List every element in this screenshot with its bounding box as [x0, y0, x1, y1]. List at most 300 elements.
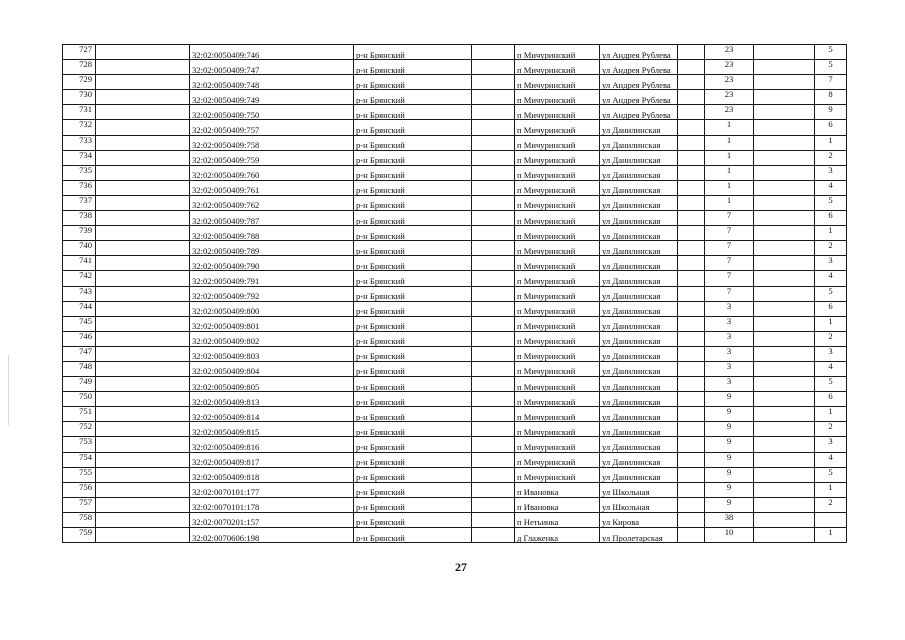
cell-empty	[472, 271, 515, 286]
cell-row-number: 735	[63, 165, 96, 180]
cell-empty	[472, 316, 515, 331]
cell-empty	[96, 286, 190, 301]
cell-house-number: 1	[705, 195, 754, 210]
cell-cadastral-number: 32:02:0070201:157	[190, 512, 354, 527]
cell-district: р-н Брянский	[354, 105, 472, 120]
cell-street: ул Школьная	[600, 482, 678, 497]
cell-empty	[678, 135, 705, 150]
cell-district: р-н Брянский	[354, 180, 472, 195]
cell-street: ул Андрея Рублева	[600, 75, 678, 90]
cell-district: р-н Брянский	[354, 392, 472, 407]
cell-flat-number: 5	[815, 377, 847, 392]
cell-house-number: 3	[705, 346, 754, 361]
cell-cadastral-number: 32:02:0050409:814	[190, 407, 354, 422]
cell-empty	[96, 377, 190, 392]
cell-empty	[472, 482, 515, 497]
cell-empty	[96, 45, 190, 60]
cell-settlement: п Мичуринский	[515, 165, 600, 180]
cell-cadastral-number: 32:02:0050409:816	[190, 437, 354, 452]
cell-house-number: 9	[705, 422, 754, 437]
cell-empty	[678, 452, 705, 467]
cell-cadastral-number: 32:02:0050409:757	[190, 120, 354, 135]
cell-empty	[678, 497, 705, 512]
cell-empty	[96, 528, 190, 543]
cell-row-number: 748	[63, 361, 96, 376]
cell-cadastral-number: 32:02:0050409:749	[190, 90, 354, 105]
cell-row-number: 742	[63, 271, 96, 286]
cell-row-number: 754	[63, 452, 96, 467]
cell-row-number: 731	[63, 105, 96, 120]
cell-empty	[754, 467, 815, 482]
cell-empty	[754, 241, 815, 256]
cell-house-number: 38	[705, 512, 754, 527]
cell-empty	[678, 90, 705, 105]
cell-empty	[678, 482, 705, 497]
cell-empty	[96, 120, 190, 135]
cell-street: ул Пролетарская	[600, 528, 678, 543]
cell-empty	[678, 211, 705, 226]
cell-empty	[472, 392, 515, 407]
table-row	[63, 105, 847, 120]
cell-empty	[96, 256, 190, 271]
cell-empty	[754, 301, 815, 316]
cell-flat-number: 5	[815, 286, 847, 301]
cell-empty	[678, 256, 705, 271]
cell-empty	[96, 180, 190, 195]
cell-empty	[96, 195, 190, 210]
cell-house-number: 9	[705, 482, 754, 497]
cell-empty	[678, 45, 705, 60]
cell-empty	[754, 180, 815, 195]
table-row	[63, 75, 847, 90]
table-row	[63, 165, 847, 180]
cell-street: ул Школьная	[600, 497, 678, 512]
cell-cadastral-number: 32:02:0050409:801	[190, 316, 354, 331]
cell-street: ул Андрея Рублева	[600, 90, 678, 105]
cell-cadastral-number: 32:02:0050409:817	[190, 452, 354, 467]
cell-empty	[96, 407, 190, 422]
table-row	[63, 392, 847, 407]
cell-cadastral-number: 32:02:0070101:177	[190, 482, 354, 497]
cell-flat-number: 2	[815, 331, 847, 346]
cell-empty	[472, 437, 515, 452]
cell-empty	[678, 60, 705, 75]
cell-street: ул Данилинская	[600, 452, 678, 467]
cell-empty	[678, 422, 705, 437]
cell-empty	[472, 452, 515, 467]
cell-flat-number: 1	[815, 135, 847, 150]
cell-flat-number: 1	[815, 407, 847, 422]
cell-empty	[678, 105, 705, 120]
cell-row-number: 753	[63, 437, 96, 452]
cell-empty	[472, 241, 515, 256]
cell-empty	[754, 331, 815, 346]
cell-row-number: 755	[63, 467, 96, 482]
cell-flat-number: 1	[815, 528, 847, 543]
cell-street: ул Данилинская	[600, 135, 678, 150]
cell-flat-number: 1	[815, 316, 847, 331]
cell-settlement: п Мичуринский	[515, 361, 600, 376]
cell-row-number: 727	[63, 45, 96, 60]
table-row	[63, 195, 847, 210]
cell-house-number: 23	[705, 60, 754, 75]
cell-empty	[754, 437, 815, 452]
cell-empty	[472, 75, 515, 90]
cell-flat-number: 4	[815, 361, 847, 376]
cell-settlement: д Глаженка	[515, 528, 600, 543]
cell-empty	[678, 407, 705, 422]
cell-row-number: 732	[63, 120, 96, 135]
cell-house-number: 3	[705, 316, 754, 331]
table-row	[63, 271, 847, 286]
cell-cadastral-number: 32:02:0050409:761	[190, 180, 354, 195]
cell-street: ул Данилинская	[600, 437, 678, 452]
cell-row-number: 741	[63, 256, 96, 271]
cell-empty	[96, 165, 190, 180]
cell-empty	[754, 271, 815, 286]
cell-empty	[678, 150, 705, 165]
table-row	[63, 60, 847, 75]
cell-empty	[96, 211, 190, 226]
table-row	[63, 452, 847, 467]
cell-empty	[754, 165, 815, 180]
cell-empty	[754, 286, 815, 301]
cell-empty	[754, 482, 815, 497]
cell-flat-number: 4	[815, 271, 847, 286]
cell-empty	[754, 75, 815, 90]
cell-flat-number: 6	[815, 392, 847, 407]
cell-empty	[472, 361, 515, 376]
cell-cadastral-number: 32:02:0050409:747	[190, 60, 354, 75]
cell-settlement: п Мичуринский	[515, 211, 600, 226]
cell-district: р-н Брянский	[354, 467, 472, 482]
cell-flat-number: 2	[815, 422, 847, 437]
cell-cadastral-number: 32:02:0050409:802	[190, 331, 354, 346]
cell-street: ул Данилинская	[600, 467, 678, 482]
cell-empty	[678, 512, 705, 527]
cell-flat-number: 6	[815, 120, 847, 135]
cell-empty	[678, 528, 705, 543]
cell-house-number: 7	[705, 241, 754, 256]
cell-district: р-н Брянский	[354, 528, 472, 543]
cell-empty	[754, 346, 815, 361]
cell-settlement: п Мичуринский	[515, 135, 600, 150]
cell-street: ул Андрея Рублева	[600, 45, 678, 60]
cell-settlement: п Нетьинка	[515, 512, 600, 527]
cell-empty	[754, 528, 815, 543]
cell-cadastral-number: 32:02:0050409:789	[190, 241, 354, 256]
cell-empty	[678, 301, 705, 316]
cell-empty	[472, 346, 515, 361]
cell-row-number: 733	[63, 135, 96, 150]
table-row	[63, 301, 847, 316]
cell-flat-number: 3	[815, 165, 847, 180]
cell-cadastral-number: 32:02:0050409:787	[190, 211, 354, 226]
cell-house-number: 7	[705, 286, 754, 301]
cell-row-number: 759	[63, 528, 96, 543]
cell-settlement: п Мичуринский	[515, 422, 600, 437]
cell-street: ул Андрея Рублева	[600, 105, 678, 120]
cell-cadastral-number: 32:02:0050409:746	[190, 45, 354, 60]
cell-empty	[754, 256, 815, 271]
cell-street: ул Данилинская	[600, 377, 678, 392]
cell-house-number: 1	[705, 165, 754, 180]
cell-district: р-н Брянский	[354, 60, 472, 75]
cell-house-number: 1	[705, 120, 754, 135]
cell-row-number: 749	[63, 377, 96, 392]
cell-row-number: 730	[63, 90, 96, 105]
cell-street: ул Данилинская	[600, 286, 678, 301]
cell-flat-number: 9	[815, 105, 847, 120]
cell-cadastral-number: 32:02:0050409:750	[190, 105, 354, 120]
cell-settlement: п Мичуринский	[515, 407, 600, 422]
table-row	[63, 528, 847, 543]
cell-empty	[754, 407, 815, 422]
cell-empty	[754, 316, 815, 331]
cell-settlement: п Мичуринский	[515, 195, 600, 210]
cell-house-number: 3	[705, 331, 754, 346]
cell-district: р-н Брянский	[354, 120, 472, 135]
cell-street: ул Данилинская	[600, 241, 678, 256]
cell-settlement: п Мичуринский	[515, 256, 600, 271]
cell-empty	[472, 331, 515, 346]
cell-empty	[472, 286, 515, 301]
cell-flat-number: 3	[815, 437, 847, 452]
cell-row-number: 737	[63, 195, 96, 210]
cell-empty	[472, 90, 515, 105]
cell-settlement: п Мичуринский	[515, 346, 600, 361]
cell-cadastral-number: 32:02:0050409:762	[190, 195, 354, 210]
cell-empty	[678, 377, 705, 392]
cell-empty	[96, 331, 190, 346]
cell-empty	[678, 195, 705, 210]
cell-district: р-н Брянский	[354, 75, 472, 90]
table-row	[63, 180, 847, 195]
table-row	[63, 422, 847, 437]
cell-empty	[96, 512, 190, 527]
cell-street: ул Данилинская	[600, 346, 678, 361]
cell-empty	[96, 226, 190, 241]
cell-empty	[754, 211, 815, 226]
cell-flat-number: 4	[815, 180, 847, 195]
cell-house-number: 1	[705, 180, 754, 195]
cell-district: р-н Брянский	[354, 346, 472, 361]
table-row	[63, 512, 847, 527]
cell-flat-number: 5	[815, 45, 847, 60]
cell-empty	[96, 241, 190, 256]
table-row	[63, 316, 847, 331]
cell-cadastral-number: 32:02:0050409:790	[190, 256, 354, 271]
cell-empty	[678, 392, 705, 407]
table-row	[63, 331, 847, 346]
page-number: 27	[455, 560, 467, 574]
cell-empty	[96, 392, 190, 407]
cell-street: ул Данилинская	[600, 422, 678, 437]
table-row	[63, 256, 847, 271]
cell-district: р-н Брянский	[354, 90, 472, 105]
table-row	[63, 241, 847, 256]
cell-empty	[754, 135, 815, 150]
cell-empty	[678, 120, 705, 135]
cell-row-number: 728	[63, 60, 96, 75]
scan-artifact-line	[8, 355, 9, 425]
cell-empty	[678, 241, 705, 256]
cell-empty	[678, 75, 705, 90]
cell-empty	[472, 180, 515, 195]
cell-district: р-н Брянский	[354, 165, 472, 180]
cell-district: р-н Брянский	[354, 45, 472, 60]
cell-district: р-н Брянский	[354, 271, 472, 286]
cell-settlement: п Мичуринский	[515, 45, 600, 60]
cell-empty	[96, 316, 190, 331]
cell-empty	[472, 467, 515, 482]
cell-empty	[96, 75, 190, 90]
cell-cadastral-number: 32:02:0050409:800	[190, 301, 354, 316]
cell-settlement: п Мичуринский	[515, 120, 600, 135]
cell-street: ул Данилинская	[600, 211, 678, 226]
cell-empty	[472, 407, 515, 422]
cell-row-number: 757	[63, 497, 96, 512]
cell-district: р-н Брянский	[354, 437, 472, 452]
cell-house-number: 7	[705, 226, 754, 241]
cell-settlement: п Мичуринский	[515, 286, 600, 301]
cell-house-number: 9	[705, 467, 754, 482]
cell-row-number: 729	[63, 75, 96, 90]
cell-flat-number: 5	[815, 467, 847, 482]
cell-settlement: п Мичуринский	[515, 392, 600, 407]
cell-district: р-н Брянский	[354, 512, 472, 527]
cell-settlement: п Мичуринский	[515, 331, 600, 346]
cell-street: ул Данилинская	[600, 407, 678, 422]
cell-street: ул Данилинская	[600, 195, 678, 210]
cell-house-number: 10	[705, 528, 754, 543]
cell-row-number: 756	[63, 482, 96, 497]
cell-flat-number	[815, 512, 847, 527]
cell-street: ул Данилинская	[600, 165, 678, 180]
cell-flat-number: 7	[815, 75, 847, 90]
cell-district: р-н Брянский	[354, 377, 472, 392]
table-row	[63, 361, 847, 376]
cell-house-number: 23	[705, 45, 754, 60]
cell-empty	[754, 226, 815, 241]
cell-flat-number: 6	[815, 301, 847, 316]
cell-settlement: п Ивановка	[515, 482, 600, 497]
cell-empty	[472, 422, 515, 437]
cell-empty	[472, 226, 515, 241]
cell-settlement: п Мичуринский	[515, 150, 600, 165]
cell-empty	[472, 512, 515, 527]
cell-empty	[754, 120, 815, 135]
cell-street: ул Данилинская	[600, 120, 678, 135]
cell-district: р-н Брянский	[354, 150, 472, 165]
cell-district: р-н Брянский	[354, 331, 472, 346]
cell-cadastral-number: 32:02:0050409:792	[190, 286, 354, 301]
cell-district: р-н Брянский	[354, 301, 472, 316]
cell-settlement: п Мичуринский	[515, 316, 600, 331]
cell-row-number: 736	[63, 180, 96, 195]
cell-empty	[472, 256, 515, 271]
cell-district: р-н Брянский	[354, 286, 472, 301]
cell-cadastral-number: 32:02:0050409:760	[190, 165, 354, 180]
cell-empty	[472, 105, 515, 120]
cell-settlement: п Мичуринский	[515, 271, 600, 286]
cell-empty	[96, 150, 190, 165]
cell-empty	[678, 437, 705, 452]
cell-empty	[754, 422, 815, 437]
cell-settlement: п Мичуринский	[515, 105, 600, 120]
cell-empty	[96, 90, 190, 105]
cell-empty	[472, 120, 515, 135]
table-row	[63, 211, 847, 226]
cell-district: р-н Брянский	[354, 135, 472, 150]
cell-empty	[678, 361, 705, 376]
cell-settlement: п Мичуринский	[515, 90, 600, 105]
cell-flat-number: 5	[815, 195, 847, 210]
cell-house-number: 3	[705, 361, 754, 376]
cell-street: ул Андрея Рублева	[600, 60, 678, 75]
cell-cadastral-number: 32:02:0070101:178	[190, 497, 354, 512]
cell-row-number: 752	[63, 422, 96, 437]
cell-empty	[472, 528, 515, 543]
cell-empty	[754, 150, 815, 165]
cell-empty	[96, 497, 190, 512]
table-row	[63, 226, 847, 241]
cell-row-number: 758	[63, 512, 96, 527]
cell-empty	[754, 377, 815, 392]
cell-cadastral-number: 32:02:0050409:748	[190, 75, 354, 90]
cell-cadastral-number: 32:02:0050409:759	[190, 150, 354, 165]
cell-empty	[472, 150, 515, 165]
cell-cadastral-number: 32:02:0070606:198	[190, 528, 354, 543]
cell-flat-number: 2	[815, 497, 847, 512]
cell-cadastral-number: 32:02:0050409:803	[190, 346, 354, 361]
cell-street: ул Данилинская	[600, 392, 678, 407]
cell-street: ул Кирова	[600, 512, 678, 527]
cell-house-number: 23	[705, 105, 754, 120]
table-row	[63, 467, 847, 482]
cell-empty	[754, 45, 815, 60]
cell-empty	[678, 316, 705, 331]
cell-house-number: 7	[705, 211, 754, 226]
cell-empty	[472, 497, 515, 512]
cell-empty	[754, 392, 815, 407]
cell-empty	[472, 165, 515, 180]
cell-street: ул Данилинская	[600, 180, 678, 195]
table-row	[63, 120, 847, 135]
cell-flat-number: 8	[815, 90, 847, 105]
cell-district: р-н Брянский	[354, 241, 472, 256]
cell-empty	[96, 301, 190, 316]
cell-cadastral-number: 32:02:0050409:791	[190, 271, 354, 286]
cell-street: ул Данилинская	[600, 316, 678, 331]
table-row	[63, 45, 847, 60]
cell-settlement: п Мичуринский	[515, 467, 600, 482]
cell-flat-number: 5	[815, 60, 847, 75]
cell-empty	[472, 211, 515, 226]
cell-empty	[678, 331, 705, 346]
cell-empty	[472, 301, 515, 316]
table-row	[63, 497, 847, 512]
cell-row-number: 747	[63, 346, 96, 361]
cell-row-number: 740	[63, 241, 96, 256]
cell-district: р-н Брянский	[354, 195, 472, 210]
cell-settlement: п Мичуринский	[515, 180, 600, 195]
cell-row-number: 746	[63, 331, 96, 346]
cell-cadastral-number: 32:02:0050409:805	[190, 377, 354, 392]
cell-cadastral-number: 32:02:0050409:758	[190, 135, 354, 150]
cell-cadastral-number: 32:02:0050409:804	[190, 361, 354, 376]
cell-district: р-н Брянский	[354, 226, 472, 241]
